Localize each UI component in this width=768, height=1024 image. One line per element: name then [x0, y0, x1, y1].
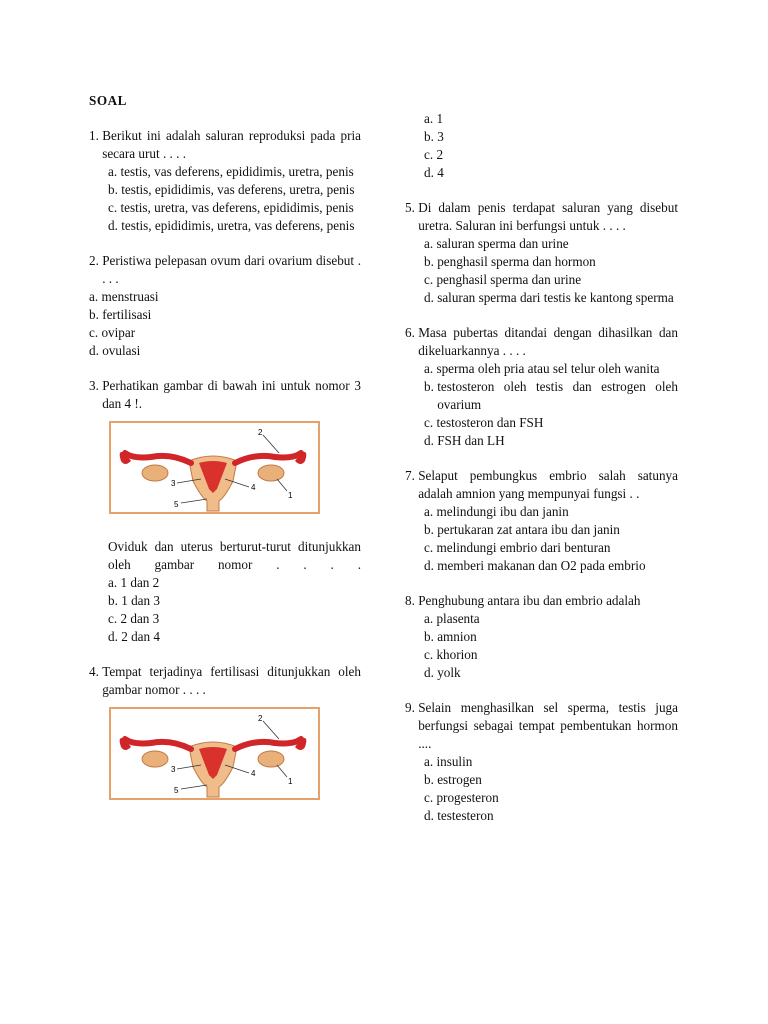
label-1: 1: [288, 777, 293, 786]
option-b: b. testosteron oleh testis dan estrogen oleh ovarium: [424, 379, 678, 412]
question-number: 3.: [89, 378, 103, 393]
label-5: 5: [174, 786, 179, 795]
question-1: [89, 127, 361, 235]
option-b: b. estrogen: [424, 772, 482, 787]
question-4-options: [405, 110, 678, 182]
question-9: [405, 699, 678, 825]
question-4: [89, 663, 361, 800]
options: [89, 288, 361, 360]
options: [424, 360, 678, 450]
option-a: a. menstruasi: [89, 289, 159, 304]
label-2: 2: [258, 428, 263, 437]
label-4: 4: [251, 483, 256, 492]
options: [424, 235, 678, 307]
option-c: c. melindungi embrio dari benturan: [424, 540, 611, 555]
question-number: 1.: [89, 128, 103, 143]
question-text: Masa pubertas ditandai dengan dihasilkan dan dikeluarkannya . . . .: [418, 325, 678, 358]
question-number: 8.: [405, 593, 419, 608]
female-reproductive-system-illustration: [111, 423, 318, 512]
uterus-diagram: [109, 707, 320, 800]
question-number: 6.: [405, 325, 419, 340]
question-number: 4.: [89, 664, 103, 679]
female-reproductive-system-illustration: [111, 709, 318, 798]
question-text: Berikut ini adalah saluran reproduksi pada pria secara urut . . . .: [102, 128, 361, 161]
option-d: d. testis, epididimis, uretra, vas deferens, penis: [108, 218, 355, 233]
option-b: b. 3: [424, 129, 444, 144]
option-b: b. amnion: [424, 629, 477, 644]
option-c: c. penghasil sperma dan urine: [424, 272, 582, 287]
option-d: d. FSH dan LH: [424, 433, 505, 448]
option-c: c. 2 dan 3: [108, 611, 160, 626]
right-column: [405, 110, 678, 842]
question-followup-text: Oviduk dan uterus berturut-turut ditunjukkan oleh gambar nomor . . . .: [108, 539, 361, 572]
option-c: c. ovipar: [89, 325, 136, 340]
question-text: Di dalam penis terdapat saluran yang disebut uretra. Saluran ini berfungsi untuk . . . .: [418, 200, 678, 233]
option-c: c. progesteron: [424, 790, 499, 805]
option-a: a. melindungi ibu dan janin: [424, 504, 569, 519]
option-d: d. 4: [424, 165, 444, 180]
option-a: a. plasenta: [424, 611, 480, 626]
label-3: 3: [171, 765, 176, 774]
question-number: 9.: [405, 700, 419, 715]
question-followup-block: [108, 538, 361, 646]
option-d: d. memberi makanan dan O2 pada embrio: [424, 558, 646, 573]
question-5: [405, 199, 678, 307]
options: [424, 503, 678, 575]
option-a: a. sperma oleh pria atau sel telur oleh wanita: [424, 361, 660, 376]
question-text: Peristiwa pelepasan ovum dari ovarium disebut . . . .: [102, 253, 361, 286]
question-3: [89, 377, 361, 646]
left-column: [89, 127, 361, 817]
question-6: [405, 324, 678, 450]
question-text: Selain menghasilkan sel sperma, testis juga berfungsi sebagai tempat pembentukan hormon ....: [418, 700, 678, 751]
label-4: 4: [251, 769, 256, 778]
label-3: 3: [171, 479, 176, 488]
question-text: Selaput pembungkus embrio salah satunya adalah amnion yang mempunyai fungsi . .: [418, 468, 678, 501]
question-text: Perhatikan gambar di bawah ini untuk nomor 3 dan 4 !.: [102, 378, 361, 411]
label-5: 5: [174, 500, 179, 509]
question-number: 5.: [405, 200, 419, 215]
options: [108, 163, 361, 235]
option-a: a. saluran sperma dan urine: [424, 236, 569, 251]
label-2: 2: [258, 714, 263, 723]
options: [424, 753, 678, 825]
question-text: Penghubung antara ibu dan embrio adalah: [418, 593, 641, 608]
option-d: d. saluran sperma dari testis ke kantong sperma: [424, 290, 674, 305]
option-b: b. penghasil sperma dan hormon: [424, 254, 596, 269]
option-c: c. testosteron dan FSH: [424, 415, 544, 430]
option-c: c. 2: [424, 147, 444, 162]
option-b: b. pertukaran zat antara ibu dan janin: [424, 522, 620, 537]
option-b: b. testis, epididimis, vas deferens, uretra, penis: [108, 182, 355, 197]
options: [424, 110, 678, 182]
option-a: a. 1: [424, 111, 444, 126]
option-b: b. 1 dan 3: [108, 593, 161, 608]
option-d: d. testesteron: [424, 808, 494, 823]
option-c: c. khorion: [424, 647, 478, 662]
question-2: [89, 252, 361, 360]
uterus-diagram: [109, 421, 320, 514]
question-number: 2.: [89, 253, 103, 268]
option-b: b. fertilisasi: [89, 307, 152, 322]
option-a: a. testis, vas deferens, epididimis, uretra, penis: [108, 164, 354, 179]
label-1: 1: [288, 491, 293, 500]
option-c: c. testis, uretra, vas deferens, epididimis, penis: [108, 200, 354, 215]
option-a: a. insulin: [424, 754, 473, 769]
option-d: d. yolk: [424, 665, 461, 680]
option-d: d. 2 dan 4: [108, 629, 161, 644]
question-7: [405, 467, 678, 575]
question-text: Tempat terjadinya fertilisasi ditunjukkan oleh gambar nomor . . . .: [102, 664, 361, 697]
option-a: a. 1 dan 2: [108, 575, 160, 590]
question-8: [405, 592, 678, 682]
page-title: SOAL: [89, 93, 127, 108]
question-number: 7.: [405, 468, 419, 483]
options: [424, 610, 678, 682]
option-d: d. ovulasi: [89, 343, 141, 358]
